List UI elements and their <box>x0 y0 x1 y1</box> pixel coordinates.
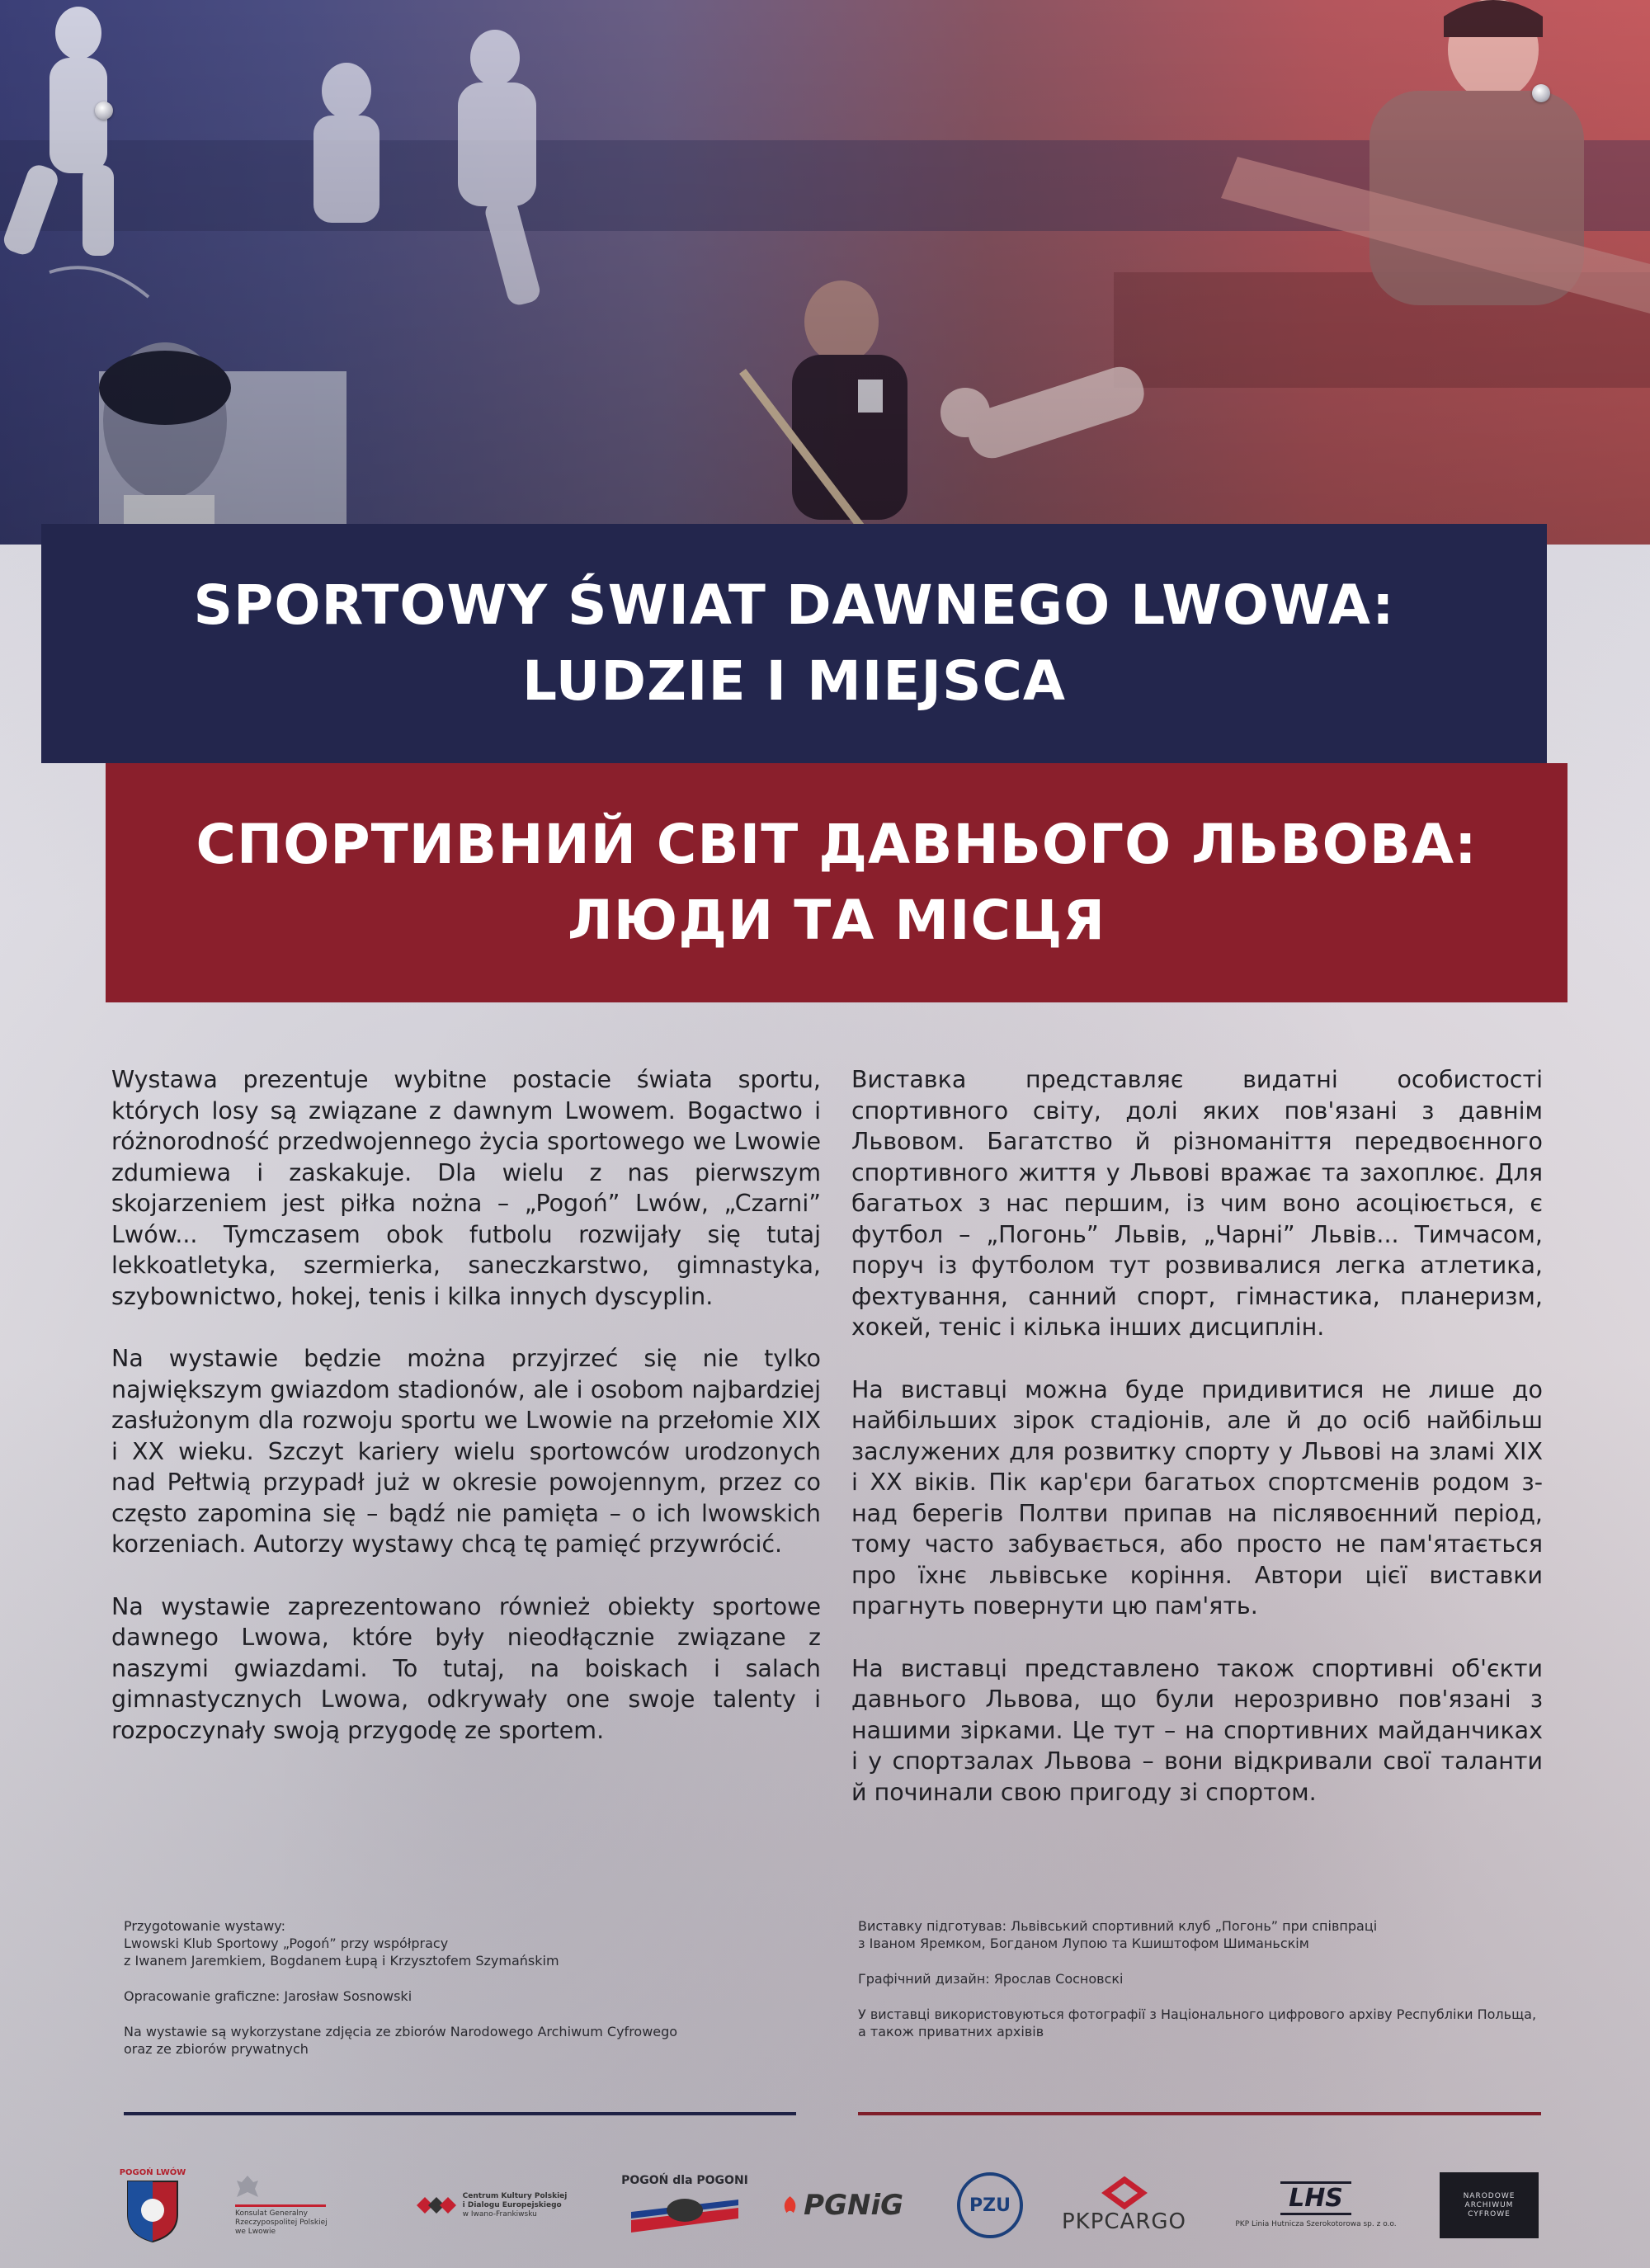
lhs-logo <box>1221 2160 1411 2251</box>
consulate-line: Konsulat Generalny <box>235 2209 308 2218</box>
mounting-screw <box>95 101 113 120</box>
credits-prep-text: Виставку підготував: Львівський спортивний клуб „Погонь” при співпраці <box>858 1918 1378 1934</box>
pogon-shield-icon <box>124 2177 182 2243</box>
mounting-screw <box>1532 84 1550 102</box>
pkp-cargo-logo <box>1052 2160 1196 2251</box>
centrum-kultury-logo <box>404 2160 578 2251</box>
divider-rule <box>124 2112 796 2115</box>
eagle-emblem-icon <box>235 2174 260 2202</box>
credits-design: Графічний дизайн: Ярослав Сосновскі <box>858 1971 1124 1987</box>
paragraph: На виставці можна буде придивитися не лише до найбільших зірок стадіонів, але й до осіб найбільш заслужених для розвитку спорту у Львові на зламі XIX і XX віків. Пік кар'єри багатьох спортсменів родом з-над берегів Полтви припав на післявоєнний період, тому часто забувається, або просто не пам'ятається про їхнє львівське коріння. Автори цієї виставки прагнуть повернути цю пам'ять. <box>851 1375 1543 1620</box>
pgnig-label: PGNiG <box>804 2189 903 2222</box>
credits-photos <box>124 2023 751 2058</box>
paragraph: Wystawa prezentuje wybitne postacie świata sportu, których losy są związane z dawnym Lwowem. Bogactwo i różnorodność przedwojennego życia sportowego we Lwowie zdumiewa i zaskakuje. Dla wielu z nas pierwszym skojarzeniem jest piłka nożna – „Pogoń” Lwów, „Czarni” Lwów... Tymczasem obok futbolu rozwijały się tutaj lekkoatletyka, szermierka, saneczkarstwo, gimnastyka, szybownictwo, hokej, tenis i kilka innych dyscyplin. <box>111 1066 821 1310</box>
lhs-label: LHS <box>1280 2181 1351 2215</box>
pgnig-logo <box>780 2160 903 2251</box>
lhs-subtitle: PKP Linia Hutnicza Szerokotorowa sp. z o.o. <box>1235 2220 1397 2228</box>
paragraph: На виставці представлено також спортивні об'єкти давнього Львова, що були нерозривно пов'язані з нашими зірками. Це тут – на спортивних майданчиках і у спортзалах Львова – вони відкривали свої таланти й починали свою пригоду зі спортом. <box>851 1654 1543 1806</box>
horse-rider-icon <box>627 2187 742 2237</box>
centrum-line: Centrum Kultury Polskiej <box>462 2191 568 2200</box>
pkp-arrow-icon <box>1100 2176 1149 2209</box>
credits-photos-line: oraz ze zbiorów prywatnych <box>124 2041 309 2057</box>
credits-photos-line: У виставці використовуються фотографії з Національного цифрового архіву Республіки Польща, <box>858 2006 1537 2022</box>
divider-rule <box>858 2112 1541 2115</box>
title-banner-polish <box>41 524 1547 763</box>
pogon-dla-pogoni-label: POGOŃ dla POGONI <box>621 2174 748 2187</box>
pzu-label: PZU <box>969 2195 1011 2216</box>
consulate-line: Rzeczypospolitej Polskiej <box>235 2218 328 2227</box>
title-pl-line1: SPORTOWY ŚWIAT DAWNEGO LWOWA: <box>193 573 1395 637</box>
nac-line: NARODOWE <box>1463 2191 1516 2200</box>
credits-photos-line: Na wystawie są wykorzystane zdjęcia ze zbiorów Narodowego Archiwum Cyfrowego <box>124 2024 678 2039</box>
flame-icon <box>780 2193 800 2218</box>
pkp-cargo-label: PKPCARGO <box>1061 2209 1187 2234</box>
nac-line: ARCHIWUM <box>1464 2200 1514 2209</box>
credits-prep-text: з Іваном Яремком, Богданом Лупою та Кшиштофом Шиманьскім <box>858 1936 1309 1951</box>
credits-photos-line: а також приватних архівів <box>858 2024 1044 2039</box>
collage-photos <box>0 0 1650 545</box>
paragraph: Na wystawie zaprezentowano również obiekty sportowe dawnego Lwowa, które były nieodłącznie związane z naszymi gwiazdami. To tutaj, na boiskach i salach gimnastycznych Lwowa, odkrywały one swoje talenty i rozpoczynały swoją przygodę ze sportem. <box>111 1592 821 1744</box>
pogon-lwow-label: POGOŃ LWÓW <box>119 2167 186 2177</box>
title-ua-line1: СПОРТИВНИЙ СВІТ ДАВНЬОГО ЛЬВОВА: <box>196 813 1478 876</box>
paragraph: Виставка представляє видатні особистості спортивного світу, долі яких пов'язані з давнім Львовом. Багатство й різноманіття передвоєнного спортивного життя у Львові вражає та захоплює. Для багатьох з нас першим, із чим воно асоціюється, є футбол – „Погонь” Львів, „Чарні” Львів... Тимчасом, поруч із футболом тут розвивалися легка атлетика, фехтування, санний спорт, гімнастика, планеризм, хокей, теніс і кілька інших дисциплін. <box>851 1066 1543 1341</box>
narodowe-archiwum-logo <box>1436 2160 1543 2251</box>
credits-prep-text: z Iwanem Jaremkiem, Bogdanem Łupą i Krzysztofem Szymańskim <box>124 1953 559 1969</box>
title-banner-ukrainian <box>106 763 1568 1002</box>
pogon-dla-pogoni-logo <box>619 2160 751 2251</box>
sponsor-logos <box>116 2160 1551 2251</box>
consulate-line: we Lwowie <box>235 2228 276 2236</box>
paragraph: Na wystawie będzie można przyjrzeć się nie tylko największym gwiazdom stadionów, ale i osobom najbardziej zasłużonym dla rozwoju sportu we Lwowie na przełomie XIX i XX wieku. Szczyt kariery wielu sportowców urodzonych nad Pełtwią przypadł już w okresie powojennym, przez co często zapomina się – bądź nie pamięta – o ich lwowskich korzeniach. Autorzy wystawy chcą tę pamięć przywrócić. <box>111 1345 821 1558</box>
body-text-polish <box>111 1064 821 1777</box>
credits-preparation <box>858 1917 1551 1952</box>
credits-prep-label: Przygotowanie wystawy: <box>124 1918 285 1934</box>
title-ua-line2: ЛЮДИ ТА МІСЦЯ <box>567 889 1106 952</box>
credits-prep-text: Lwowski Klub Sportowy „Pogoń” przy współpracy <box>124 1936 449 1951</box>
centrum-mark-icon <box>415 2195 458 2216</box>
pzu-logo <box>949 2160 1031 2251</box>
centrum-line: i Dialogu Europejskiego <box>462 2200 562 2209</box>
title-pl-line2: LUDZIE I MIEJSCA <box>521 649 1067 713</box>
credits-photos <box>858 2006 1551 2040</box>
credits-design: Opracowanie graficzne: Jarosław Sosnowski <box>124 1988 412 2004</box>
photo-collage <box>0 0 1650 545</box>
consulate-logo <box>235 2160 351 2251</box>
credits-ukrainian <box>858 1917 1551 2058</box>
credits-polish <box>124 1917 751 2076</box>
nac-line: CYFROWE <box>1468 2209 1511 2218</box>
centrum-line: w Iwano-Frankiwsku <box>462 2209 537 2218</box>
pogon-lwow-logo <box>116 2160 190 2251</box>
body-text-ukrainian <box>851 1064 1543 1839</box>
credits-preparation <box>124 1917 751 1969</box>
